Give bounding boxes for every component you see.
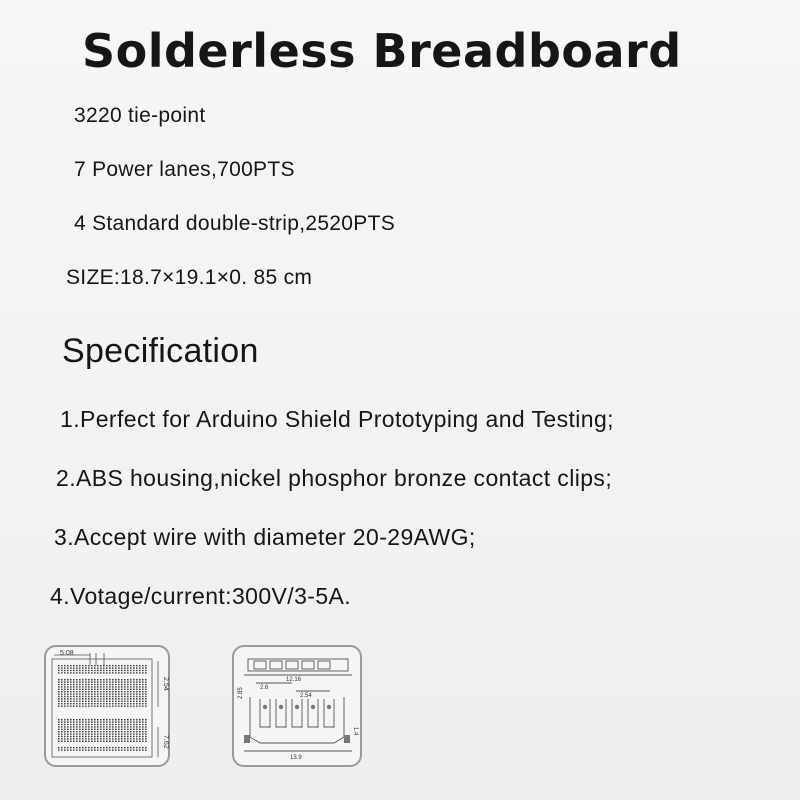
dim-label-bottom-width: 13.9 — [290, 755, 302, 761]
dim-label-span: 12.16 — [286, 677, 302, 683]
dim-label-top: 5.08 — [60, 650, 74, 657]
spec-double-strip: 4 Standard double-strip,2520PTS — [74, 212, 395, 235]
feature-3: 3.Accept wire with diameter 20-29AWG; — [54, 524, 476, 550]
dim-label-right: 2.54 — [162, 677, 169, 691]
contact-clip-diagram — [232, 645, 362, 767]
feature-1: 1.Perfect for Arduino Shield Prototyping and Testing; — [60, 406, 614, 432]
spec-size: SIZE:18.7×19.1×0. 85 cm — [66, 266, 313, 289]
spec-tie-points: 3220 tie-point — [74, 104, 206, 127]
dim-label-bottom: 7.62 — [162, 735, 169, 749]
breadboard-hole-grid — [58, 665, 147, 751]
feature-2: 2.ABS housing,nickel phosphor bronze contact clips; — [56, 465, 613, 491]
spec-power-lanes: 7 Power lanes,700PTS — [74, 158, 295, 181]
dim-label-side: 1.4 — [352, 727, 358, 736]
title: Solderless Breadboard — [82, 24, 682, 78]
dim-label-pitch-a: 2.6 — [260, 685, 269, 691]
feature-4: 4.Votage/current:300V/3-5A. — [50, 583, 352, 609]
dim-label-pitch-b: 2.54 — [300, 693, 312, 699]
dim-label-height: 2.85 — [238, 687, 244, 699]
breadboard-top-diagram — [44, 645, 170, 767]
section-heading: Specification — [62, 332, 259, 370]
